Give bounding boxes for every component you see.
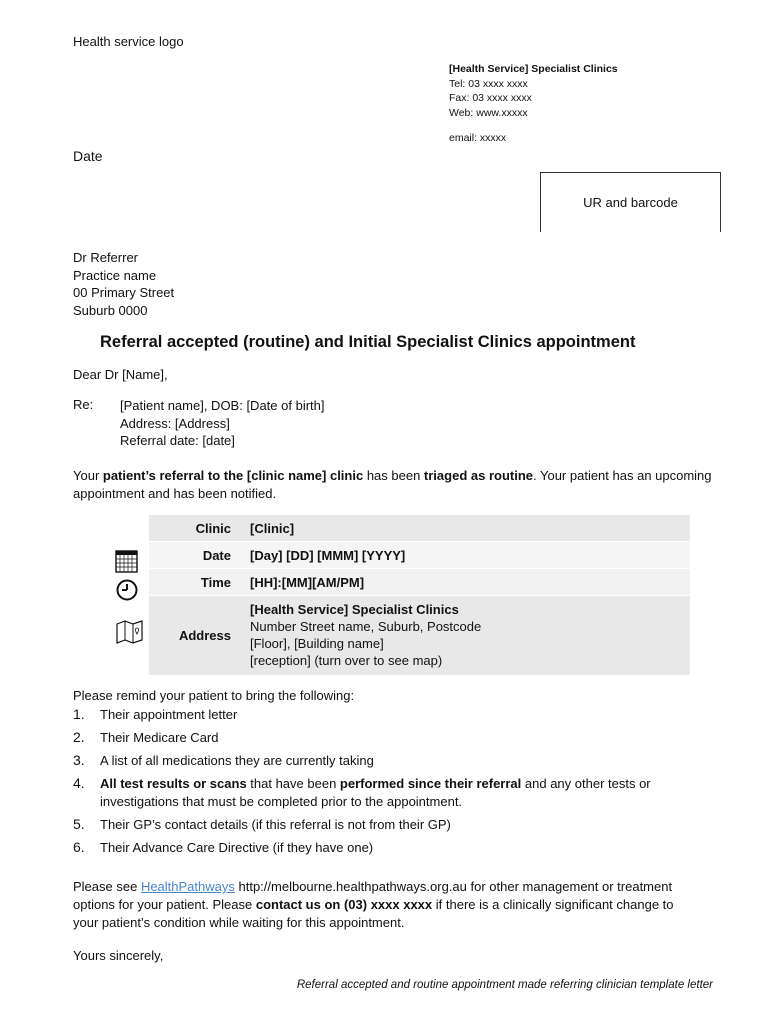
reminder-list <box>73 706 713 862</box>
intro-paragraph: Your patient’s referral to the [clinic name] clinic has been triaged as routine. Your patient has an upcoming appointment and has been notified. <box>73 468 712 501</box>
address-label: Address <box>149 596 244 676</box>
date-row <box>149 542 690 569</box>
clinic-name: [Health Service] Specialist Clinics <box>449 63 618 75</box>
list-item: 5. Their GP’s contact details (if this referral is not from their GP) <box>73 815 451 832</box>
address-line-2: Number Street name, Suburb, Postcode <box>250 619 482 634</box>
reminder-intro: Please remind your patient to bring the following: <box>73 688 355 703</box>
date-label: Date <box>149 542 244 569</box>
practice-name: Practice name <box>73 267 157 283</box>
list-item: 2. Their Medicare Card <box>73 729 219 745</box>
footer-caption: Referral accepted and routine appointment made referring clinician template letter <box>296 979 713 991</box>
healthpathways-link[interactable]: HealthPathways <box>140 879 235 894</box>
website: Web: www.xxxxx <box>449 106 528 119</box>
address-line-1: [Health Service] Specialist Clinics <box>250 602 459 617</box>
fax: Fax: 03 xxxx xxxx <box>449 92 532 104</box>
letter-title: Referral accepted (routine) and Initial Specialist Clinics appointment <box>100 333 636 351</box>
recipient-address <box>73 249 174 319</box>
re-details <box>120 397 324 450</box>
contact-block <box>449 62 749 146</box>
salutation: Dear Dr [Name], <box>73 367 168 382</box>
clinic-value: [Clinic] <box>244 515 690 542</box>
clinic-label: Clinic <box>149 515 244 542</box>
address-row <box>149 596 690 676</box>
time-row <box>149 569 690 596</box>
list-item: 3. A list of all medications they are currently taking <box>73 752 374 768</box>
letter-date: Date <box>73 148 103 164</box>
patient-line: [Patient name], DOB: [Date of birth] <box>120 398 325 413</box>
patient-address-line: Address: [Address] <box>120 415 230 431</box>
healthpathways-paragraph: Please see HealthPathways http://melbourne.healthpathways.org.au for other management or treatment options for your patient. Please contact us on (03) xxxx xxxx if there is a clinically significant change to your patient’s condition while waiting for this appointment. <box>73 879 674 930</box>
time-label: Time <box>149 569 244 596</box>
clinic-row <box>149 515 690 542</box>
map-icon <box>115 619 145 645</box>
email: email: xxxxx <box>449 132 507 144</box>
re-label: Re: <box>73 397 94 412</box>
appointment-table <box>149 515 690 675</box>
address-line-4: [reception] (turn over to see map) <box>250 653 443 668</box>
referral-date-line: Referral date: [date] <box>120 433 235 448</box>
telephone: Tel: 03 xxxx xxxx <box>449 77 528 90</box>
list-item: 1. Their appointment letter <box>73 706 238 722</box>
list-item: 4. All test results or scans that have been performed since their referral and any other tests or investigations that must be completed prior to the appointment. <box>73 775 651 809</box>
clock-icon <box>115 578 139 602</box>
health-service-logo-placeholder: Health service logo <box>73 34 184 49</box>
suburb: Suburb 0000 <box>73 302 148 318</box>
street-address: 00 Primary Street <box>73 285 175 300</box>
calendar-icon <box>114 549 140 574</box>
list-item: 6. Their Advance Care Directive (if they have one) <box>73 838 374 855</box>
recipient-name: Dr Referrer <box>73 250 139 265</box>
time-value: [HH]:[MM][AM/PM] <box>244 569 690 596</box>
closing: Yours sincerely, <box>73 948 164 963</box>
ur-barcode-box <box>540 172 721 232</box>
address-line-3: [Floor], [Building name] <box>250 636 384 651</box>
address-value <box>244 596 690 676</box>
ur-barcode-label: UR and barcode <box>583 195 678 210</box>
date-value: [Day] [DD] [MMM] [YYYY] <box>244 542 690 569</box>
